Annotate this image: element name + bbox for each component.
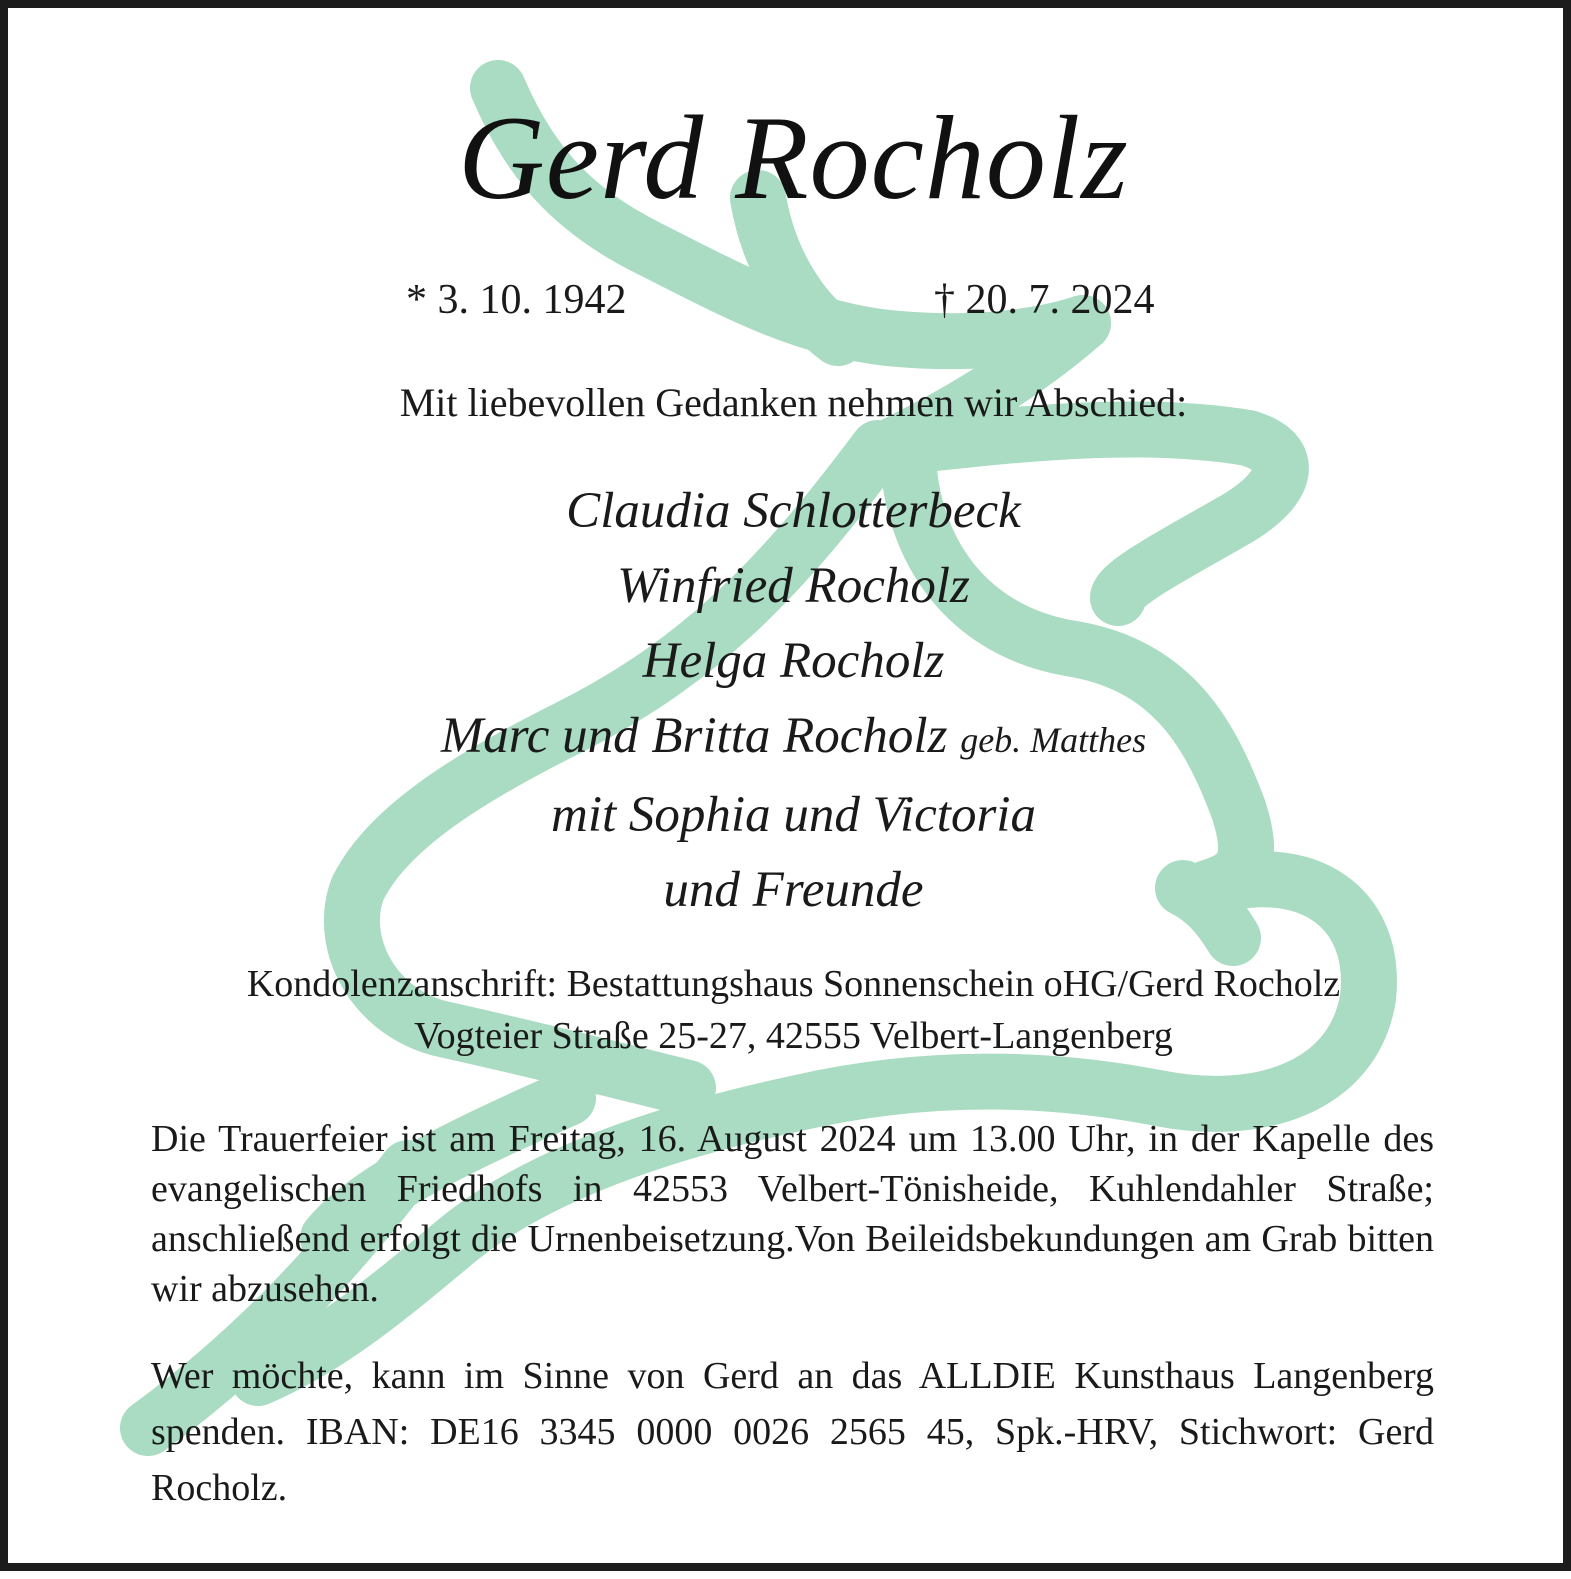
mourner-name: Winfried Rocholz xyxy=(617,558,970,614)
mourner xyxy=(8,699,1571,778)
mourner xyxy=(8,624,1571,699)
mourner xyxy=(8,853,1571,928)
mourners-list xyxy=(8,474,1571,928)
condolence-line-2: Vogteier Straße 25-27, 42555 Velbert-Langenberg xyxy=(414,1015,1173,1057)
donation-paragraph: Wer möchte, kann im Sinne von Gerd an das ALLDIE Kunsthaus Langenberg spenden. IBAN: DE16 3345 0000 0026 2565 45, Spk.-HRV, Stichwort: Gerd Rocholz. xyxy=(151,1355,1434,1509)
mourner xyxy=(8,474,1571,549)
mourner-name: mit Sophia und Victoria xyxy=(551,787,1036,843)
death-date: † 20. 7. 2024 xyxy=(934,277,1155,323)
mourner xyxy=(8,549,1571,624)
birth-date: * 3. 10. 1942 xyxy=(406,277,627,323)
deceased-name: Gerd Rocholz xyxy=(458,91,1129,224)
condolence-address xyxy=(8,958,1571,1062)
maiden-name: geb. Matthes xyxy=(960,720,1147,760)
ceremony-paragraph: Die Trauerfeier ist am Freitag, 16. August 2024 um 13.00 Uhr, in der Kapelle des evangelischen Friedhofs in 42553 Velbert-Tönisheide, Kuhlendahler Straße; anschließend erfolgt die Urnenbeisetzung.Von Beileidsbekundungen am Grab bitten wir abzusehen. xyxy=(151,1118,1434,1310)
farewell-intro: Mit liebevollen Gedanken nehmen wir Abschied: xyxy=(399,380,1188,425)
mourner-name: und Freunde xyxy=(663,862,924,918)
mourner-name: Claudia Schlotterbeck xyxy=(566,483,1021,539)
mourner-name: Marc und Britta Rocholz xyxy=(440,708,948,764)
mourner-name: Helga Rocholz xyxy=(642,633,945,689)
condolence-line-1: Kondolenzanschrift: Bestattungshaus Sonnenschein oHG/Gerd Rocholz xyxy=(246,963,1341,1005)
mourner xyxy=(8,778,1571,853)
